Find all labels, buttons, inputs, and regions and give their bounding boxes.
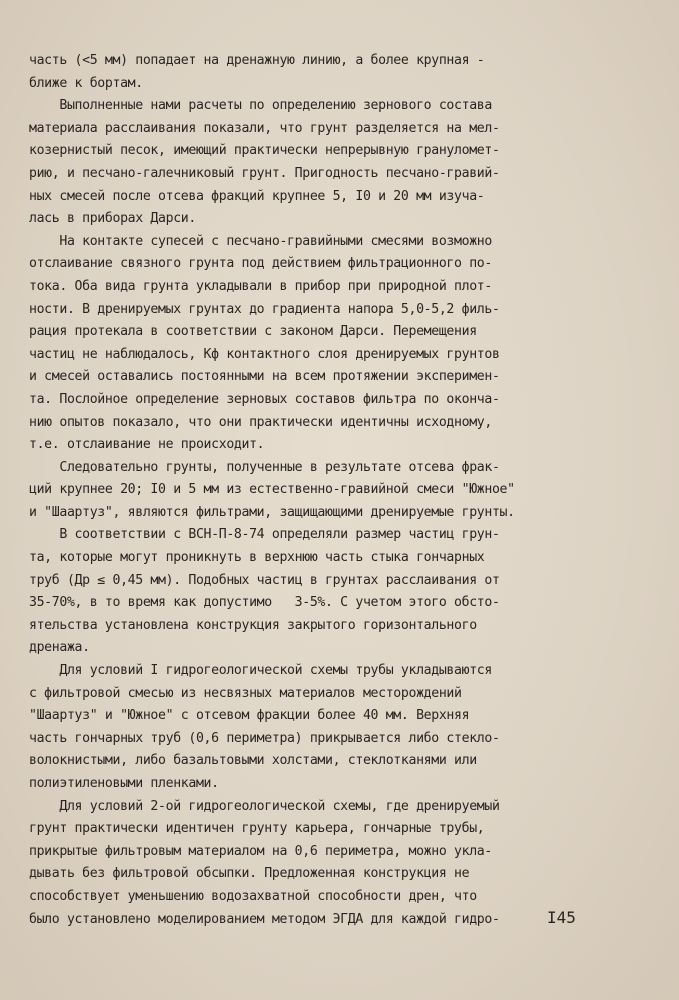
- text-line: было установлено моделированием методом ЭГДА для каждой гидро-: [29, 911, 500, 927]
- text-line: та. Послойное определение зерновых составов фильтра по оконча-: [29, 391, 500, 407]
- text-line: волокнистыми, либо базальтовыми холстами, стеклотканями или: [29, 753, 477, 769]
- text-line: ности. В дренируемых грунтах до градиента напора 5,0-5,2 филь-: [29, 301, 500, 317]
- text-line: Для условий 2-ой гидрогеологической схемы, где дренируемый: [29, 798, 500, 814]
- text-line: Выполненные нами расчеты по определению зернового состава: [29, 98, 492, 114]
- text-line: труб (Др ≤ 0,45 мм). Подобных частиц в грунтах расслаивания от: [29, 572, 500, 588]
- text-line: В соответствии с ВСН-П-8-74 определяли размер частиц грун-: [29, 527, 500, 543]
- text-line: 35-70%, в то время как допустимо 3-5%. С учетом этого обсто-: [29, 595, 500, 611]
- text-line: ближе к бортам.: [29, 75, 143, 91]
- text-line: прикрытые фильтровым материалом на 0,6 периметра, можно укла-: [29, 843, 492, 859]
- text-line: часть гончарных труб (0,6 периметра) прикрывается либо стекло-: [29, 730, 500, 746]
- text-line: и смесей оставались постоянными на всем протяжении эксперимен-: [29, 369, 500, 385]
- text-line: нию опытов показало, что они практически идентичны исходному,: [29, 414, 492, 430]
- text-line: рация протекала в соответствии с законом Дарси. Перемещения: [29, 324, 477, 340]
- text-line: способствует уменьшению водозахватной способности дрен, что: [29, 888, 477, 904]
- text-line: Для условий I гидрогеологической схемы трубы укладываются: [29, 663, 492, 679]
- text-line: Следовательно грунты, полученные в результате отсева фрак-: [29, 459, 500, 475]
- text-line: "Шаартуз" и "Южное" с отсевом фракции более 40 мм. Верхняя: [29, 708, 470, 724]
- text-line: тока. Оба вида грунта укладывали в прибор при природной плот-: [29, 278, 492, 294]
- text-line: грунт практически идентичен грунту карьера, гончарные трубы,: [29, 821, 485, 837]
- text-line: т.е. отслаивание не происходит.: [29, 437, 265, 453]
- text-line: частиц не наблюдалось, Кф контактного слоя дренируемых грунтов: [29, 346, 500, 362]
- text-line: лась в приборах Дарси.: [29, 211, 196, 227]
- text-line: материала расслаивания показали, что грунт разделяется на мел-: [29, 120, 500, 136]
- body-text: [29, 50, 589, 931]
- text-line: отслаивание связного грунта под действием фильтрационного по-: [29, 256, 492, 272]
- text-line: рию, и песчано-галечниковый грунт. Пригодность песчано-гравий-: [29, 165, 500, 181]
- text-line: дывать без фильтровой обсыпки. Предложенная конструкция не: [29, 866, 470, 882]
- text-line: та, которые могут проникнуть в верхнюю часть стыка гончарных: [29, 550, 485, 566]
- text-line: полиэтиленовыми пленками.: [29, 776, 219, 791]
- text-line: На контакте супесей с песчано-гравийными смесями возможно: [29, 233, 492, 249]
- text-line: дренажа.: [29, 640, 90, 656]
- text-line: ных смесей после отсева фракций крупнее 5, I0 и 20 мм изуча-: [29, 188, 485, 204]
- text-line: ций крупнее 20; I0 и 5 мм из естественно-гравийной смеси "Южное": [29, 482, 515, 498]
- text-line: ятельства установлена конструкция закрытого горизонтального: [29, 617, 477, 633]
- page-number: I45: [547, 908, 576, 927]
- text-line: и "Шаартуз", являются фильтрами, защищающими дренируемые грунты.: [29, 504, 515, 520]
- text-line: с фильтровой смесью из несвязных материалов месторождений: [29, 685, 462, 701]
- text-line: часть (<5 мм) попадает на дренажную линию, а более крупная -: [29, 53, 485, 68]
- text-line: козернистый песок, имеющий практически непрерывную грануломет-: [29, 143, 500, 159]
